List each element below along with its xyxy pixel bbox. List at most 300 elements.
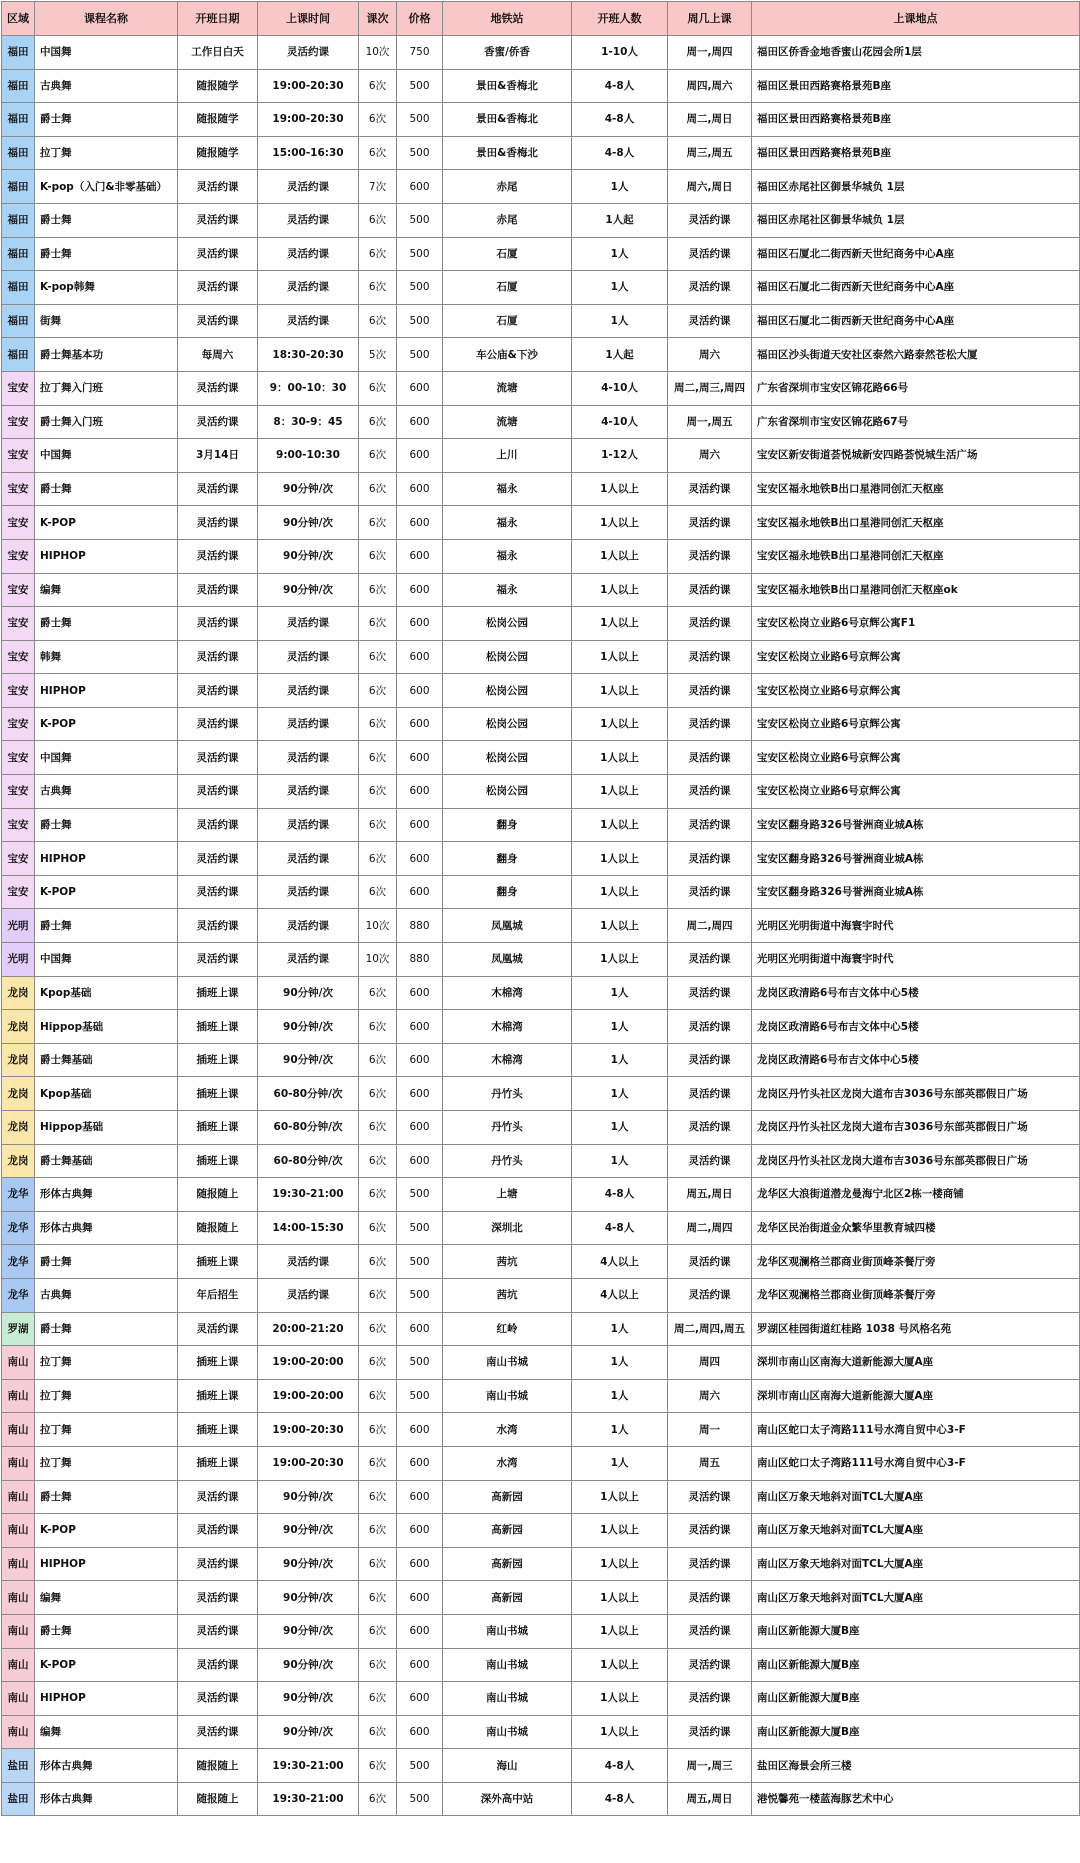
location-cell: 龙华区大浪街道潜龙曼海宁北区2栋一楼商铺: [752, 1178, 1080, 1212]
course-name-cell: K-POP: [35, 875, 178, 909]
weekdays-cell: 灵活约课: [668, 976, 752, 1010]
district-cell: 福田: [2, 36, 35, 70]
weekdays-cell: 灵活约课: [668, 808, 752, 842]
header-metro-station: 地铁站: [443, 2, 572, 36]
district-cell: 南山: [2, 1379, 35, 1413]
sessions-cell: 6次: [359, 1446, 397, 1480]
price-cell: 500: [397, 1379, 443, 1413]
price-cell: 880: [397, 909, 443, 943]
class-time-cell: 灵活约课: [258, 1245, 359, 1279]
sessions-cell: 6次: [359, 1682, 397, 1716]
start-date-cell: 插班上课: [178, 1413, 258, 1447]
class-size-cell: 4人以上: [572, 1245, 668, 1279]
price-cell: 600: [397, 539, 443, 573]
table-header: [2, 2, 1080, 36]
class-size-cell: 1人以上: [572, 607, 668, 641]
start-date-cell: 灵活约课: [178, 371, 258, 405]
district-cell: 福田: [2, 203, 35, 237]
table-row: [2, 741, 1080, 775]
class-size-cell: 1人以上: [572, 674, 668, 708]
class-time-cell: 灵活约课: [258, 775, 359, 809]
course-name-cell: 爵士舞基本功: [35, 338, 178, 372]
header-weekdays: 周几上课: [668, 2, 752, 36]
location-cell: 宝安区翻身路326号誉洲商业城A栋: [752, 875, 1080, 909]
class-size-cell: 1人以上: [572, 909, 668, 943]
class-time-cell: 14:00-15:30: [258, 1211, 359, 1245]
sessions-cell: 6次: [359, 607, 397, 641]
weekdays-cell: 灵活约课: [668, 943, 752, 977]
class-size-cell: 1人: [572, 1446, 668, 1480]
sessions-cell: 6次: [359, 1782, 397, 1816]
sessions-cell: 6次: [359, 539, 397, 573]
price-cell: 600: [397, 1312, 443, 1346]
weekdays-cell: 周三,周五: [668, 136, 752, 170]
location-cell: 广东省深圳市宝安区锦花路66号: [752, 371, 1080, 405]
start-date-cell: 灵活约课: [178, 1312, 258, 1346]
weekdays-cell: 周二,周四,周五: [668, 1312, 752, 1346]
weekdays-cell: 灵活约课: [668, 304, 752, 338]
district-cell: 宝安: [2, 506, 35, 540]
metro-station-cell: 茜坑: [443, 1245, 572, 1279]
district-cell: 福田: [2, 304, 35, 338]
district-cell: 南山: [2, 1413, 35, 1447]
class-size-cell: 4-8人: [572, 136, 668, 170]
metro-station-cell: 香蜜/侨香: [443, 36, 572, 70]
metro-station-cell: 丹竹头: [443, 1111, 572, 1145]
metro-station-cell: 景田&香梅北: [443, 136, 572, 170]
start-date-cell: 插班上课: [178, 1379, 258, 1413]
price-cell: 600: [397, 842, 443, 876]
price-cell: 600: [397, 1715, 443, 1749]
table-row: [2, 1715, 1080, 1749]
location-cell: 宝安区福永地铁B出口星港同创汇天枢座: [752, 539, 1080, 573]
metro-station-cell: 石厦: [443, 304, 572, 338]
weekdays-cell: 周六,周日: [668, 170, 752, 204]
sessions-cell: 6次: [359, 304, 397, 338]
class-size-cell: 4-8人: [572, 103, 668, 137]
class-time-cell: 19:00-20:30: [258, 69, 359, 103]
metro-station-cell: 松岗公园: [443, 607, 572, 641]
sessions-cell: 6次: [359, 405, 397, 439]
table-row: [2, 1413, 1080, 1447]
class-time-cell: 灵活约课: [258, 1278, 359, 1312]
metro-station-cell: 木棉湾: [443, 1043, 572, 1077]
price-cell: 600: [397, 707, 443, 741]
class-time-cell: 19:30-21:00: [258, 1749, 359, 1783]
class-time-cell: 90分钟/次: [258, 472, 359, 506]
weekdays-cell: 周一,周五: [668, 405, 752, 439]
sessions-cell: 6次: [359, 506, 397, 540]
header-price: 价格: [397, 2, 443, 36]
sessions-cell: 6次: [359, 1111, 397, 1145]
course-name-cell: K-POP: [35, 1514, 178, 1548]
weekdays-cell: 周一,周三: [668, 1749, 752, 1783]
start-date-cell: 灵活约课: [178, 1514, 258, 1548]
weekdays-cell: 灵活约课: [668, 539, 752, 573]
location-cell: 南山区新能源大厦B座: [752, 1715, 1080, 1749]
location-cell: 南山区新能源大厦B座: [752, 1614, 1080, 1648]
sessions-cell: 6次: [359, 640, 397, 674]
start-date-cell: 灵活约课: [178, 271, 258, 305]
course-name-cell: 爵士舞: [35, 203, 178, 237]
weekdays-cell: 周一: [668, 1413, 752, 1447]
district-cell: 宝安: [2, 539, 35, 573]
class-time-cell: 90分钟/次: [258, 1682, 359, 1716]
price-cell: 600: [397, 371, 443, 405]
course-name-cell: 爵士舞基础: [35, 1144, 178, 1178]
metro-station-cell: 水湾: [443, 1446, 572, 1480]
district-cell: 宝安: [2, 674, 35, 708]
sessions-cell: 6次: [359, 1379, 397, 1413]
class-time-cell: 灵活约课: [258, 271, 359, 305]
weekdays-cell: 周二,周日: [668, 103, 752, 137]
district-cell: 南山: [2, 1547, 35, 1581]
start-date-cell: 工作日白天: [178, 36, 258, 70]
start-date-cell: 插班上课: [178, 1346, 258, 1380]
class-size-cell: 1人以上: [572, 1648, 668, 1682]
sessions-cell: 6次: [359, 371, 397, 405]
course-name-cell: 韩舞: [35, 640, 178, 674]
location-cell: 福田区景田西路赛格景苑B座: [752, 136, 1080, 170]
course-name-cell: HIPHOP: [35, 1547, 178, 1581]
class-time-cell: 90分钟/次: [258, 976, 359, 1010]
metro-station-cell: 翻身: [443, 875, 572, 909]
price-cell: 600: [397, 1514, 443, 1548]
class-time-cell: 灵活约课: [258, 170, 359, 204]
class-time-cell: 灵活约课: [258, 674, 359, 708]
location-cell: 福田区赤尾社区御景华城负 1层: [752, 170, 1080, 204]
start-date-cell: 灵活约课: [178, 1682, 258, 1716]
district-cell: 盐田: [2, 1749, 35, 1783]
table-row: [2, 1514, 1080, 1548]
price-cell: 600: [397, 1480, 443, 1514]
district-cell: 南山: [2, 1581, 35, 1615]
class-time-cell: 灵活约课: [258, 808, 359, 842]
class-time-cell: 灵活约课: [258, 943, 359, 977]
district-cell: 龙华: [2, 1245, 35, 1279]
price-cell: 600: [397, 1144, 443, 1178]
class-size-cell: 1人以上: [572, 1581, 668, 1615]
location-cell: 深圳市南山区南海大道新能源大厦A座: [752, 1346, 1080, 1380]
weekdays-cell: 灵活约课: [668, 1144, 752, 1178]
metro-station-cell: 南山书城: [443, 1346, 572, 1380]
metro-station-cell: 松岗公园: [443, 640, 572, 674]
sessions-cell: 6次: [359, 1245, 397, 1279]
class-size-cell: 1-12人: [572, 439, 668, 473]
table-row: [2, 304, 1080, 338]
location-cell: 福田区景田西路赛格景苑B座: [752, 69, 1080, 103]
sessions-cell: 6次: [359, 472, 397, 506]
course-name-cell: 拉丁舞: [35, 136, 178, 170]
start-date-cell: 灵活约课: [178, 674, 258, 708]
table-row: [2, 1077, 1080, 1111]
table-row: [2, 203, 1080, 237]
location-cell: 龙岗区政清路6号布吉文体中心5楼: [752, 1010, 1080, 1044]
course-name-cell: HIPHOP: [35, 842, 178, 876]
table-row: [2, 1682, 1080, 1716]
start-date-cell: 随报随学: [178, 103, 258, 137]
class-size-cell: 1人以上: [572, 1682, 668, 1716]
course-name-cell: 形体古典舞: [35, 1178, 178, 1212]
table-row: [2, 1480, 1080, 1514]
sessions-cell: 6次: [359, 674, 397, 708]
start-date-cell: 灵活约课: [178, 405, 258, 439]
class-time-cell: 灵活约课: [258, 707, 359, 741]
sessions-cell: 6次: [359, 1077, 397, 1111]
class-time-cell: 90分钟/次: [258, 1547, 359, 1581]
weekdays-cell: 周六: [668, 439, 752, 473]
sessions-cell: 6次: [359, 1749, 397, 1783]
location-cell: 福田区景田西路赛格景苑B座: [752, 103, 1080, 137]
table-row: [2, 909, 1080, 943]
price-cell: 600: [397, 1547, 443, 1581]
location-cell: 南山区万象天地斜对面TCL大厦A座: [752, 1514, 1080, 1548]
district-cell: 宝安: [2, 573, 35, 607]
start-date-cell: 插班上课: [178, 1111, 258, 1145]
weekdays-cell: 周二,周四: [668, 909, 752, 943]
location-cell: 宝安区松岗立业路6号京辉公寓: [752, 674, 1080, 708]
table-row: [2, 1312, 1080, 1346]
class-size-cell: 1人: [572, 1413, 668, 1447]
location-cell: 宝安区新安街道荟悦城新安四路荟悦城生活广场: [752, 439, 1080, 473]
metro-station-cell: 赤尾: [443, 203, 572, 237]
price-cell: 500: [397, 271, 443, 305]
class-time-cell: 90分钟/次: [258, 1614, 359, 1648]
weekdays-cell: 灵活约课: [668, 271, 752, 305]
class-size-cell: 1人: [572, 1043, 668, 1077]
price-cell: 500: [397, 338, 443, 372]
start-date-cell: 灵活约课: [178, 775, 258, 809]
start-date-cell: 灵活约课: [178, 203, 258, 237]
class-size-cell: 1人以上: [572, 775, 668, 809]
district-cell: 宝安: [2, 775, 35, 809]
class-size-cell: 1人以上: [572, 741, 668, 775]
price-cell: 500: [397, 1245, 443, 1279]
start-date-cell: 年后招生: [178, 1278, 258, 1312]
class-time-cell: 90分钟/次: [258, 539, 359, 573]
table-row: [2, 1648, 1080, 1682]
location-cell: 宝安区福永地铁B出口星港同创汇天枢座ok: [752, 573, 1080, 607]
district-cell: 南山: [2, 1480, 35, 1514]
course-name-cell: 编舞: [35, 1581, 178, 1615]
weekdays-cell: 灵活约课: [668, 506, 752, 540]
class-size-cell: 1人以上: [572, 573, 668, 607]
table-row: [2, 1245, 1080, 1279]
price-cell: 600: [397, 405, 443, 439]
start-date-cell: 随报随上: [178, 1178, 258, 1212]
table-row: [2, 808, 1080, 842]
metro-station-cell: 景田&香梅北: [443, 103, 572, 137]
table-row: [2, 1547, 1080, 1581]
table-row: [2, 1782, 1080, 1816]
class-size-cell: 1人: [572, 1010, 668, 1044]
class-size-cell: 1人起: [572, 203, 668, 237]
class-size-cell: 1人以上: [572, 1614, 668, 1648]
district-cell: 宝安: [2, 707, 35, 741]
sessions-cell: 6次: [359, 1312, 397, 1346]
class-size-cell: 1人: [572, 976, 668, 1010]
table-body: [2, 36, 1080, 1816]
price-cell: 600: [397, 170, 443, 204]
table-row: [2, 674, 1080, 708]
location-cell: 宝安区翻身路326号誉洲商业城A栋: [752, 842, 1080, 876]
sessions-cell: 6次: [359, 976, 397, 1010]
start-date-cell: 灵活约课: [178, 640, 258, 674]
start-date-cell: 随报随上: [178, 1749, 258, 1783]
start-date-cell: 灵活约课: [178, 304, 258, 338]
metro-station-cell: 茜坑: [443, 1278, 572, 1312]
metro-station-cell: 松岗公园: [443, 707, 572, 741]
price-cell: 600: [397, 1581, 443, 1615]
district-cell: 宝安: [2, 607, 35, 641]
start-date-cell: 灵活约课: [178, 506, 258, 540]
price-cell: 500: [397, 1178, 443, 1212]
start-date-cell: 灵活约课: [178, 1614, 258, 1648]
class-size-cell: 1人: [572, 304, 668, 338]
table-row: [2, 1278, 1080, 1312]
class-size-cell: 4-8人: [572, 1178, 668, 1212]
course-name-cell: K-pop（入门&非零基础）: [35, 170, 178, 204]
district-cell: 宝安: [2, 405, 35, 439]
metro-station-cell: 木棉湾: [443, 1010, 572, 1044]
district-cell: 龙岗: [2, 976, 35, 1010]
district-cell: 龙岗: [2, 1043, 35, 1077]
location-cell: 福田区石厦北二街西新天世纪商务中心A座: [752, 271, 1080, 305]
table-row: [2, 1043, 1080, 1077]
table-row: [2, 237, 1080, 271]
location-cell: 南山区蛇口太子湾路111号水湾自贸中心3-F: [752, 1446, 1080, 1480]
table-row: [2, 1379, 1080, 1413]
table-row: [2, 506, 1080, 540]
course-name-cell: 形体古典舞: [35, 1782, 178, 1816]
start-date-cell: 灵活约课: [178, 1715, 258, 1749]
class-time-cell: 90分钟/次: [258, 1715, 359, 1749]
price-cell: 600: [397, 1077, 443, 1111]
district-cell: 福田: [2, 69, 35, 103]
location-cell: 港悦馨苑一楼蓝海豚艺术中心: [752, 1782, 1080, 1816]
district-cell: 宝安: [2, 741, 35, 775]
price-cell: 750: [397, 36, 443, 70]
course-name-cell: 爵士舞: [35, 808, 178, 842]
weekdays-cell: 灵活约课: [668, 707, 752, 741]
price-cell: 600: [397, 506, 443, 540]
class-size-cell: 4-8人: [572, 1211, 668, 1245]
sessions-cell: 6次: [359, 1346, 397, 1380]
district-cell: 龙岗: [2, 1010, 35, 1044]
table-row: [2, 1211, 1080, 1245]
table-row: [2, 472, 1080, 506]
price-cell: 600: [397, 573, 443, 607]
start-date-cell: 灵活约课: [178, 943, 258, 977]
table-row: [2, 1749, 1080, 1783]
location-cell: 宝安区松岗立业路6号京辉公寓: [752, 775, 1080, 809]
weekdays-cell: 周五: [668, 1446, 752, 1480]
class-size-cell: 1人: [572, 1312, 668, 1346]
district-cell: 宝安: [2, 371, 35, 405]
metro-station-cell: 水湾: [443, 1413, 572, 1447]
class-size-cell: 1人以上: [572, 943, 668, 977]
price-cell: 600: [397, 875, 443, 909]
table-row: [2, 775, 1080, 809]
location-cell: 罗湖区桂园街道红桂路 1038 号风格名苑: [752, 1312, 1080, 1346]
table-row: [2, 1346, 1080, 1380]
district-cell: 光明: [2, 909, 35, 943]
location-cell: 宝安区福永地铁B出口星港同创汇天枢座: [752, 506, 1080, 540]
sessions-cell: 6次: [359, 808, 397, 842]
metro-station-cell: 海山: [443, 1749, 572, 1783]
sessions-cell: 6次: [359, 741, 397, 775]
price-cell: 500: [397, 1749, 443, 1783]
metro-station-cell: 南山书城: [443, 1715, 572, 1749]
start-date-cell: 随报随学: [178, 136, 258, 170]
course-name-cell: 形体古典舞: [35, 1749, 178, 1783]
class-size-cell: 1人: [572, 1379, 668, 1413]
header-class-time: 上课时间: [258, 2, 359, 36]
weekdays-cell: 灵活约课: [668, 237, 752, 271]
class-size-cell: 1-10人: [572, 36, 668, 70]
course-name-cell: 爵士舞入门班: [35, 405, 178, 439]
price-cell: 500: [397, 203, 443, 237]
start-date-cell: 插班上课: [178, 1245, 258, 1279]
class-size-cell: 1人以上: [572, 808, 668, 842]
table-row: [2, 371, 1080, 405]
metro-station-cell: 松岗公园: [443, 674, 572, 708]
table-row: [2, 1178, 1080, 1212]
course-name-cell: 爵士舞: [35, 1480, 178, 1514]
course-name-cell: 拉丁舞: [35, 1413, 178, 1447]
class-size-cell: 1人: [572, 1144, 668, 1178]
sessions-cell: 6次: [359, 1480, 397, 1514]
metro-station-cell: 南山书城: [443, 1379, 572, 1413]
course-name-cell: HIPHOP: [35, 1682, 178, 1716]
weekdays-cell: 灵活约课: [668, 1245, 752, 1279]
location-cell: 南山区万象天地斜对面TCL大厦A座: [752, 1547, 1080, 1581]
class-time-cell: 60-80分钟/次: [258, 1111, 359, 1145]
course-name-cell: K-pop韩舞: [35, 271, 178, 305]
class-time-cell: 19:30-21:00: [258, 1178, 359, 1212]
sessions-cell: 6次: [359, 842, 397, 876]
metro-station-cell: 流塘: [443, 405, 572, 439]
metro-station-cell: 松岗公园: [443, 741, 572, 775]
class-size-cell: 1人以上: [572, 1715, 668, 1749]
sessions-cell: 6次: [359, 69, 397, 103]
metro-station-cell: 深外高中站: [443, 1782, 572, 1816]
course-name-cell: 爵士舞: [35, 237, 178, 271]
sessions-cell: 6次: [359, 1547, 397, 1581]
class-time-cell: 灵活约课: [258, 909, 359, 943]
district-cell: 福田: [2, 170, 35, 204]
location-cell: 福田区沙头街道天安社区泰然六路泰然苍松大厦: [752, 338, 1080, 372]
district-cell: 龙华: [2, 1211, 35, 1245]
sessions-cell: 6次: [359, 573, 397, 607]
start-date-cell: 灵活约课: [178, 539, 258, 573]
weekdays-cell: 灵活约课: [668, 1547, 752, 1581]
table-row: [2, 136, 1080, 170]
course-name-cell: 爵士舞: [35, 103, 178, 137]
course-name-cell: 古典舞: [35, 69, 178, 103]
sessions-cell: 10次: [359, 909, 397, 943]
district-cell: 福田: [2, 103, 35, 137]
sessions-cell: 5次: [359, 338, 397, 372]
start-date-cell: 插班上课: [178, 1446, 258, 1480]
class-time-cell: 15:00-16:30: [258, 136, 359, 170]
metro-station-cell: 红岭: [443, 1312, 572, 1346]
table-row: [2, 439, 1080, 473]
class-time-cell: 灵活约课: [258, 607, 359, 641]
class-size-cell: 1人: [572, 1346, 668, 1380]
metro-station-cell: 高新园: [443, 1581, 572, 1615]
class-size-cell: 1人以上: [572, 640, 668, 674]
